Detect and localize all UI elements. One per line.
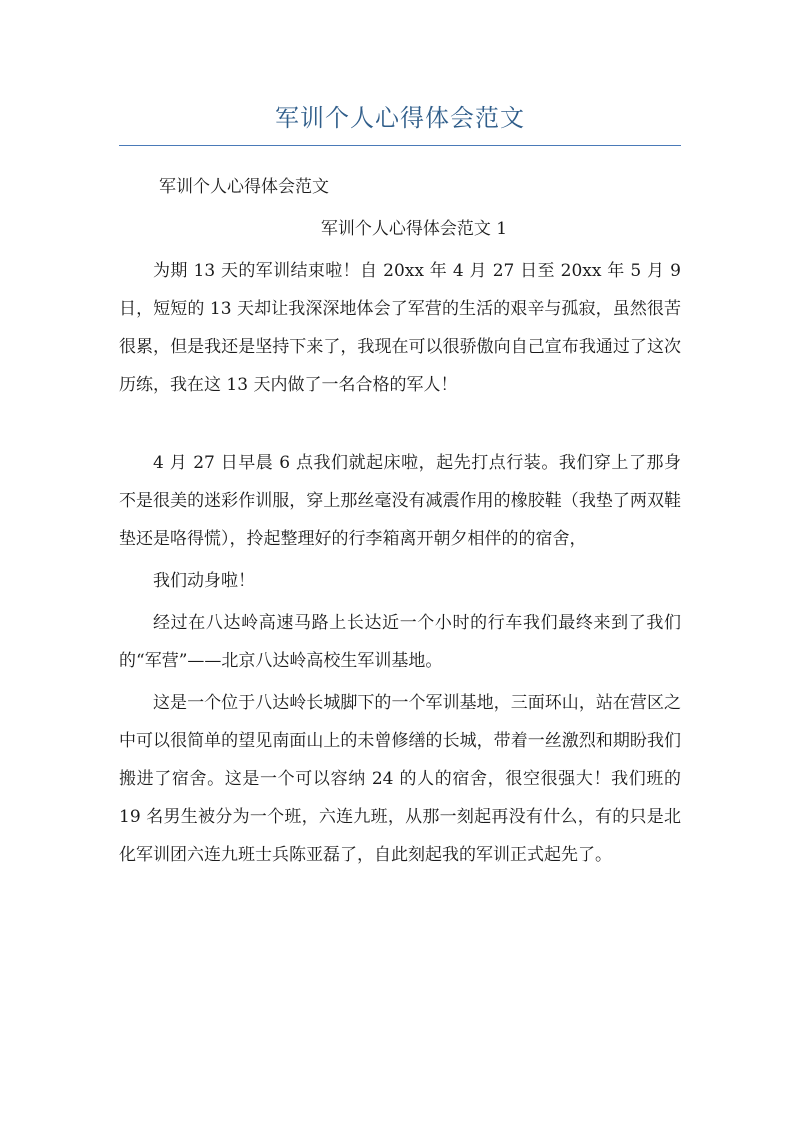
page-title: 军训个人心得体会范文	[275, 104, 525, 132]
document-label: 军训个人心得体会范文	[159, 177, 329, 197]
paragraph: 这是一个位于八达岭长城脚下的一个军训基地，三面环山，站在营区之中可以很简单的望见南面山上的未曾修缮的长城，带着一丝激烈和期盼我们搬进了宿舍。这是一个可以容纳 24 的人的宿舍，很空很强大！我们班的 19 名男生被分为一个班，六连九班，从那一刻起再没有什么，有的只是北化军训团六连九班士兵陈亚磊了，自此刻起我的军训正式起先了。	[119, 693, 681, 865]
paragraph: 经过在八达岭高速马路上长达近一个小时的行车我们最终来到了我们的“军营”——北京八达岭高校生军训基地。	[119, 613, 681, 671]
document-body	[119, 168, 681, 874]
paragraph: 我们动身啦！	[153, 571, 255, 591]
paragraph: 4 月 27 日早晨 6 点我们就起床啦，起先打点行装。我们穿上了那身不是很美的迷彩作训服，穿上那丝毫没有减震作用的橡胶鞋（我垫了两双鞋垫还是咯得慌），拎起整理好的行李箱离开朝夕相伴的的宿舍，	[119, 453, 681, 549]
title-divider	[119, 145, 681, 146]
paragraph: 为期 13 天的军训结束啦！自 20xx 年 4 月 27 日至 20xx 年 5 月 9 日，短短的 13 天却让我深深地体会了军营的生活的艰辛与孤寂，虽然很苦很累，但是我还是坚持下来了，我现在可以很骄傲向自己宣布我通过了这次历练，我在这 13 天内做了一名合格的军人！	[119, 261, 681, 395]
section-title: 军训个人心得体会范文 1	[320, 219, 508, 239]
